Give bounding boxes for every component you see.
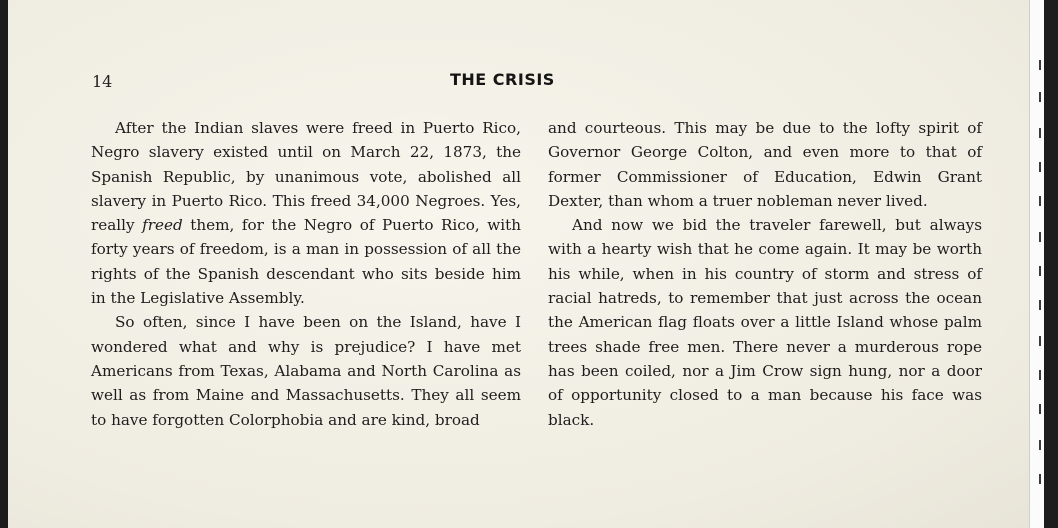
page-header <box>8 68 1044 92</box>
page-number: 14 <box>92 72 113 91</box>
binding-mark <box>1039 266 1041 276</box>
binding-mark <box>1039 92 1041 102</box>
paragraph-continuation: and courteous. This may be due to the lofty spirit of Governor George Colton, and even more to that of former Commissioner of Education, Edwin Grant Dexter, than whom a truer nobleman never lived. <box>548 119 982 210</box>
binding-mark <box>1039 300 1041 310</box>
paragraph-text: After the Indian slaves were freed in Puerto Rico, Negro slavery existed until on March 22, 1873, the Spanish Republic, by unanimous vote, abolished all slavery in Puerto Rico. This freed 34,000 Negroes. Yes, really <box>91 119 521 235</box>
emphasized-word: freed <box>142 216 183 235</box>
right-column <box>548 116 982 432</box>
page-title: THE CRISIS <box>450 70 555 89</box>
binding-mark <box>1039 336 1041 346</box>
binding-mark <box>1039 196 1041 206</box>
binding-mark <box>1039 60 1041 70</box>
magazine-page <box>8 0 1044 528</box>
paragraph-prejudice: So often, since I have been on the Island, have I wondered what and why is prejudice? I have met Americans from Texas, Alabama and North Carolina as well as from Maine and Massachusetts. They all seem to have forgotten Colorphobia and are kind, broad <box>91 313 521 429</box>
binding-mark <box>1039 128 1041 138</box>
paragraph-text: them, for the Negro of Puerto Rico, with forty years of freedom, is a man in possession of all the rights of the Spanish descendant who sits beside him in the Legislative Assembly. <box>91 216 521 308</box>
page-binding-edge <box>1029 0 1044 528</box>
left-column <box>91 116 521 432</box>
paragraph-farewell: And now we bid the traveler farewell, but always with a hearty wish that he come again. It may be worth his while, when in his country of storm and stress of racial hatreds, to remember that just across the ocean the American flag floats over a little Island whose palm trees shade free men. There never a murderous rope has been coiled, nor a Jim Crow sign hung, nor a door of opportunity closed to a man because his face was black. <box>548 216 982 429</box>
paragraph-slavery-abolition <box>91 116 521 310</box>
binding-mark <box>1039 404 1041 414</box>
binding-mark <box>1039 440 1041 450</box>
binding-mark <box>1039 370 1041 380</box>
binding-mark <box>1039 162 1041 172</box>
binding-mark <box>1039 474 1041 484</box>
binding-mark <box>1039 232 1041 242</box>
